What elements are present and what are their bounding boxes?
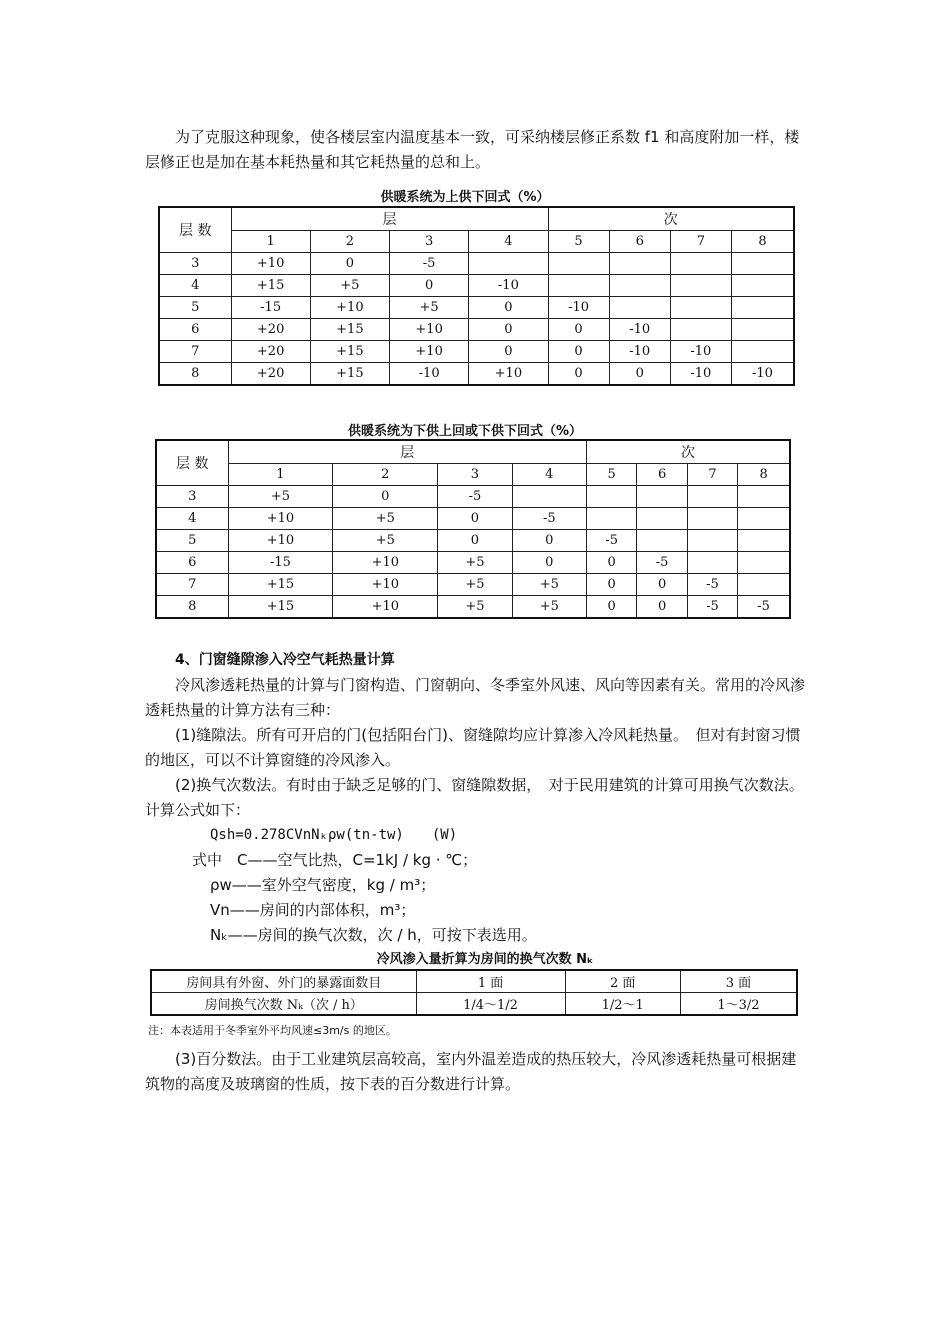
correction-cell: 0 — [548, 363, 609, 386]
column-number: 3 — [438, 463, 512, 486]
correction-cell — [512, 486, 586, 508]
correction-cell — [469, 253, 548, 275]
table-row — [156, 596, 790, 619]
table2-caption: 供暖系统为下供上回或下供下回式（%） — [347, 424, 583, 439]
correction-cell — [731, 341, 794, 363]
floor-count-cell: 5 — [159, 297, 231, 319]
correction-cell: +10 — [333, 574, 438, 596]
correction-cell: -10 — [390, 363, 469, 386]
correction-cell: -10 — [469, 275, 548, 297]
correction-cell — [731, 275, 794, 297]
correction-cell — [609, 253, 670, 275]
floor-count-cell: 3 — [156, 486, 228, 508]
correction-cell: +10 — [231, 253, 310, 275]
correction-cell: +10 — [228, 508, 333, 530]
correction-cell: -5 — [637, 552, 687, 574]
correction-cell: +5 — [228, 486, 333, 508]
correction-cell: 0 — [637, 574, 687, 596]
exposure-1: 1 面 — [416, 970, 565, 993]
correction-cell — [687, 486, 737, 508]
column-number: 7 — [687, 463, 737, 486]
air-change-3: 1～3/2 — [680, 993, 797, 1016]
table-lower-supply — [155, 439, 791, 619]
correction-cell — [548, 275, 609, 297]
correction-cell: -15 — [228, 552, 333, 574]
table1-caption: 供暖系统为上供下回式（%） — [380, 190, 550, 205]
correction-cell: 0 — [512, 552, 586, 574]
correction-cell: +10 — [390, 319, 469, 341]
air-change-label: 房间换气次数 Nₖ（次 / h） — [151, 993, 416, 1016]
correction-cell: +10 — [333, 552, 438, 574]
correction-cell: -5 — [738, 596, 790, 619]
correction-cell: 0 — [333, 486, 438, 508]
correction-cell — [738, 508, 790, 530]
correction-cell — [731, 253, 794, 275]
table-row — [159, 341, 794, 363]
air-change-2: 1/2～1 — [565, 993, 680, 1016]
intro-paragraph: 为了克服这种现象，使各楼层室内温度基本一致，可采纳楼层修正系数 f1 和高度附加一样，楼层修正也是加在基本耗热量和其它耗热量的总和上。 — [145, 128, 800, 171]
floor-count-cell: 4 — [159, 275, 231, 297]
column-number: 3 — [390, 230, 469, 253]
correction-cell: +15 — [228, 574, 333, 596]
correction-cell: +15 — [228, 596, 333, 619]
section4-paragraph-3: (2)换气次数法。有时由于缺乏足够的门、窗缝隙数据， 对于民用建筑的计算可用换气次数法。计算公式如下： — [145, 776, 804, 819]
correction-cell — [586, 508, 636, 530]
correction-cell — [637, 508, 687, 530]
correction-cell: -5 — [512, 508, 586, 530]
correction-cell: +10 — [310, 297, 389, 319]
column-number: 1 — [228, 463, 333, 486]
correction-cell: 0 — [548, 319, 609, 341]
formula: Qsh=0.278CVnNₖρw(tn-tw) (W) — [210, 827, 458, 843]
section4-paragraph-2: (1)缝隙法。所有可开启的门(包括阳台门)、窗缝隙均应计算渗入冷风耗热量。 但对有封窗习惯的地区，可以不计算窗缝的冷风渗入。 — [145, 726, 801, 769]
column-number: 8 — [731, 230, 794, 253]
correction-cell: -10 — [609, 341, 670, 363]
correction-cell: +5 — [438, 574, 512, 596]
correction-cell: +20 — [231, 319, 310, 341]
correction-cell: 0 — [438, 530, 512, 552]
floor-count-header: 层 数 — [156, 440, 228, 486]
floor-count-cell: 6 — [156, 552, 228, 574]
correction-cell: +15 — [231, 275, 310, 297]
column-number: 7 — [670, 230, 731, 253]
exposure-label: 房间具有外窗、外门的暴露面数目 — [151, 970, 416, 993]
column-number: 8 — [738, 463, 790, 486]
correction-cell: +5 — [333, 508, 438, 530]
table-row — [159, 253, 794, 275]
correction-cell — [731, 319, 794, 341]
correction-cell — [586, 486, 636, 508]
floor-count-cell: 5 — [156, 530, 228, 552]
correction-cell: 0 — [637, 596, 687, 619]
correction-cell: -10 — [548, 297, 609, 319]
table-upper-supply — [158, 206, 795, 386]
table-row — [156, 552, 790, 574]
correction-cell: -10 — [731, 363, 794, 386]
floor-count-cell: 3 — [159, 253, 231, 275]
correction-cell — [670, 297, 731, 319]
correction-cell: +5 — [512, 596, 586, 619]
correction-cell: 0 — [586, 596, 636, 619]
correction-cell: 0 — [310, 253, 389, 275]
order-header: 次 — [586, 440, 790, 463]
correction-cell — [738, 530, 790, 552]
column-number: 5 — [548, 230, 609, 253]
correction-cell — [670, 275, 731, 297]
correction-cell — [609, 297, 670, 319]
correction-cell: 0 — [469, 319, 548, 341]
correction-cell — [609, 275, 670, 297]
column-number: 2 — [333, 463, 438, 486]
correction-cell: 0 — [586, 552, 636, 574]
correction-cell: +5 — [438, 596, 512, 619]
table3-caption: 冷风渗入量折算为房间的换气次数 Nₖ — [376, 952, 594, 967]
column-number: 4 — [512, 463, 586, 486]
table-row — [156, 530, 790, 552]
correction-cell: +5 — [438, 552, 512, 574]
correction-cell — [548, 253, 609, 275]
correction-cell: -15 — [231, 297, 310, 319]
section4-heading: 4、门窗缝隙渗入冷空气耗热量计算 — [175, 652, 395, 668]
column-number-row — [156, 463, 790, 486]
definition-vn: Vn——房间的内部体积，m³； — [210, 901, 416, 919]
correction-cell: +10 — [333, 596, 438, 619]
floor-count-cell: 8 — [159, 363, 231, 386]
level-header: 层 — [231, 207, 548, 230]
correction-cell — [637, 530, 687, 552]
table-row — [159, 363, 794, 386]
section4-paragraph-1: 冷风渗透耗热量的计算与门窗构造、门窗朝向、冬季室外风速、风向等因素有关。常用的冷风渗透耗热量的计算方法有三种： — [145, 676, 806, 719]
column-number: 2 — [310, 230, 389, 253]
floor-count-header: 层 数 — [159, 207, 231, 253]
correction-cell: +5 — [390, 297, 469, 319]
correction-cell — [670, 319, 731, 341]
correction-cell: -10 — [670, 341, 731, 363]
column-number: 1 — [231, 230, 310, 253]
correction-cell: +15 — [310, 319, 389, 341]
correction-cell: -5 — [390, 253, 469, 275]
correction-cell: -5 — [687, 574, 737, 596]
correction-cell: -5 — [438, 486, 512, 508]
correction-cell: +10 — [228, 530, 333, 552]
correction-cell: +5 — [512, 574, 586, 596]
correction-cell: -10 — [609, 319, 670, 341]
correction-cell: +5 — [310, 275, 389, 297]
percentage-paragraph: (3)百分数法。由于工业建筑层高较高，室内外温差造成的热压较大，冷风渗透耗热量可根据建筑物的高度及玻璃窗的性质，按下表的百分数进行计算。 — [145, 1050, 797, 1093]
table-row — [156, 574, 790, 596]
correction-cell: -10 — [670, 363, 731, 386]
floor-count-cell: 7 — [156, 574, 228, 596]
column-number: 5 — [586, 463, 636, 486]
floor-count-cell: 4 — [156, 508, 228, 530]
correction-cell: 0 — [469, 297, 548, 319]
correction-cell — [670, 253, 731, 275]
definition-nk: Nₖ——房间的换气次数，次 / h，可按下表选用。 — [210, 926, 537, 944]
correction-cell: +15 — [310, 341, 389, 363]
floor-count-cell: 7 — [159, 341, 231, 363]
correction-cell: +15 — [310, 363, 389, 386]
table-row — [159, 319, 794, 341]
correction-cell: 0 — [609, 363, 670, 386]
exposure-3: 3 面 — [680, 970, 797, 993]
correction-cell: -5 — [687, 596, 737, 619]
correction-cell: 0 — [586, 574, 636, 596]
column-number: 6 — [609, 230, 670, 253]
definition-c: 式中 C——空气比热，C=1kJ / kg · ℃； — [192, 851, 478, 869]
correction-cell: 0 — [390, 275, 469, 297]
correction-cell — [731, 297, 794, 319]
table-row — [156, 508, 790, 530]
table-row — [156, 486, 790, 508]
correction-cell — [738, 552, 790, 574]
table-air-change — [150, 969, 798, 1016]
correction-cell — [738, 486, 790, 508]
table3-note: 注：本表适用于冬季室外平均风速≤3m/s 的地区。 — [148, 1024, 397, 1037]
correction-cell — [687, 530, 737, 552]
column-number-row — [159, 230, 794, 253]
level-header: 层 — [228, 440, 586, 463]
correction-cell: +10 — [469, 363, 548, 386]
definition-rho: ρw——室外空气密度，kg / m³； — [210, 876, 436, 894]
correction-cell — [687, 508, 737, 530]
floor-count-cell: 8 — [156, 596, 228, 619]
order-header: 次 — [548, 207, 794, 230]
table-row — [159, 275, 794, 297]
exposure-2: 2 面 — [565, 970, 680, 993]
correction-cell: -5 — [586, 530, 636, 552]
correction-cell: +10 — [390, 341, 469, 363]
correction-cell: 0 — [548, 341, 609, 363]
column-number: 4 — [469, 230, 548, 253]
floor-count-cell: 6 — [159, 319, 231, 341]
correction-cell: 0 — [512, 530, 586, 552]
table-row — [159, 297, 794, 319]
correction-cell — [637, 486, 687, 508]
correction-cell — [738, 574, 790, 596]
column-number: 6 — [637, 463, 687, 486]
correction-cell — [687, 552, 737, 574]
correction-cell: +5 — [333, 530, 438, 552]
correction-cell: +20 — [231, 341, 310, 363]
correction-cell: 0 — [438, 508, 512, 530]
air-change-1: 1/4～1/2 — [416, 993, 565, 1016]
correction-cell: 0 — [469, 341, 548, 363]
correction-cell: +20 — [231, 363, 310, 386]
